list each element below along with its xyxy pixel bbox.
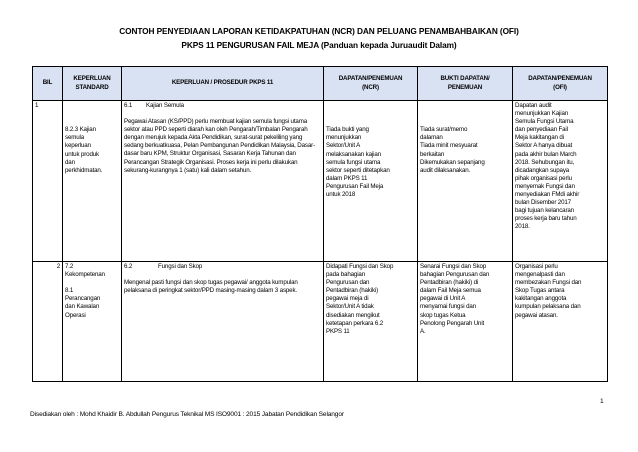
row-prosedur bbox=[122, 262, 324, 382]
page-number: 1 bbox=[600, 398, 604, 405]
document-subtitle: PKPS 11 PENGURUSAN FAIL MEJA (Panduan kepada Juruaudit Dalam) bbox=[181, 40, 457, 50]
row-bukti: Senarai Fungsi dan Skop bahagian Pengurusan dan Pentadbiran (hakiki) di dalam Fail Meja semua pegawai di Unit A menyamai fungsi dan skop tugas Ketua Penolong Pengarah Unit A. bbox=[418, 262, 513, 382]
row-prosedur bbox=[122, 101, 324, 262]
footer-text: Disediakan oleh : Mohd Khaidir B. Abdullah Pengurus Teknikal MS ISO9001 : 2015 Jabatan Pendidikan Selangor bbox=[30, 411, 344, 418]
prosedur-title: Kajian Semula bbox=[146, 102, 184, 109]
prosedur-body: Mengenal pasti fungsi dan skop tugas pegawai/ anggota kumpulan pelaksana di peringkat sektor/PPD masing-masing dalam 3 aspek. bbox=[124, 279, 298, 295]
prosedur-heading bbox=[124, 102, 321, 110]
prosedur-number: 6.1 bbox=[124, 102, 133, 109]
header-dapatan-ncr: DAPATAN/PENEMUAN (NCR) bbox=[324, 67, 418, 101]
prosedur-body: Pegawai Atasan (KS/PPD) perlu membuat kajian semula fungsi utama sektor atau PPD seperti diarah kan oleh Pengarah/Timbalan Pengarah dengan merujuk kepada Akta Pendidikan, surat-surat pekeliling yang sedang berkuatkuasa, Pelan Pembangunan Pendidikan Malaysia, Dasar-dasar baru KPM, Struktur Organisasi, Sasaran Kerja Tahunan dan Perancangan Strategik Organisasi. Proses kerja ini perlu dilakukan sekurang-kurangnya 1 (satu) kali dalam setahun. bbox=[124, 118, 315, 174]
table-row bbox=[33, 262, 608, 382]
header-keperluan-standard: KEPERLUAN STANDARD bbox=[63, 67, 122, 101]
row-dapatan-ncr: Tiada bukti yang menunjukkan Sektor/Unit A melaksanakan kajian semula fungsi utama sektor seperti ditetapkan dalam PKPS 11 Pengurusan Fail Meja untuk 2018 bbox=[324, 101, 418, 262]
table-header-row bbox=[33, 67, 608, 101]
row-dapatan-ofi: Dapatan audit menunjukkan Kajian Semula Fungsi Utama dan penyediaan Fail Meja kakitangan di Sektor A hanya dibuat pada akhir bulan March 2018. Sehubungan itu, dicadangkan supaya pihak organisasi perlu menyemak Fungsi dan menyediakan FMdi akhir bulan Disember 2017 bagi tujuan kelancaran proses kerja baru tahun 2018. bbox=[513, 101, 608, 262]
prosedur-title: Fungsi dan Skop bbox=[158, 263, 203, 270]
table-row bbox=[33, 101, 608, 262]
header-bil: BIL bbox=[33, 67, 63, 101]
header-prosedur: KEPERLUAN / PROSEDUR PKPS 11 bbox=[122, 67, 324, 101]
row-keperluan: 8.2.3 Kajian semula keperluan untuk produk dan perkhidmatan. bbox=[63, 101, 122, 262]
document-title: CONTOH PENYEDIAAN LAPORAN KETIDAKPATUHAN (NCR) DAN PELUANG PENAMBAHBAIKAN (OFI) bbox=[119, 26, 519, 36]
header-dapatan-ofi: DAPATAN/PENEMUAN (OFI) bbox=[513, 67, 608, 101]
row-bil: 2 bbox=[33, 262, 63, 382]
row-bil: 1 bbox=[33, 101, 63, 262]
row-dapatan-ofi: Organisasi perlu mengenalpasti dan membezakan Fungsi dan Skop Tugas antara kakitangan anggota kumpulan pelaksana dan pegawai atasan. bbox=[513, 262, 608, 382]
row-keperluan: 7.2 Kekompetenan 8.1 Perancangan dan Kawalan Operasi bbox=[63, 262, 122, 382]
header-bukti: BUKTI DAPATAN/ PENEMUAN bbox=[418, 67, 513, 101]
prosedur-number: 6.2 bbox=[124, 263, 133, 270]
ncr-ofi-table bbox=[32, 66, 608, 382]
prosedur-heading bbox=[124, 263, 321, 271]
row-dapatan-ncr: Didapati Fungsi dan Skop pada bahagian Pengurusan dan Pentadbiran (hakiki) pegawai meja di Sektor/Unit A tidak disediakan mengikut ketetapan perkara 6.2 PKPS 11 bbox=[324, 262, 418, 382]
row-bukti: Tiada surat/memo dalaman Tiada minit mesyuarat berkaitan Dikemukakan sepanjang audit dilaksanakan. bbox=[418, 101, 513, 262]
